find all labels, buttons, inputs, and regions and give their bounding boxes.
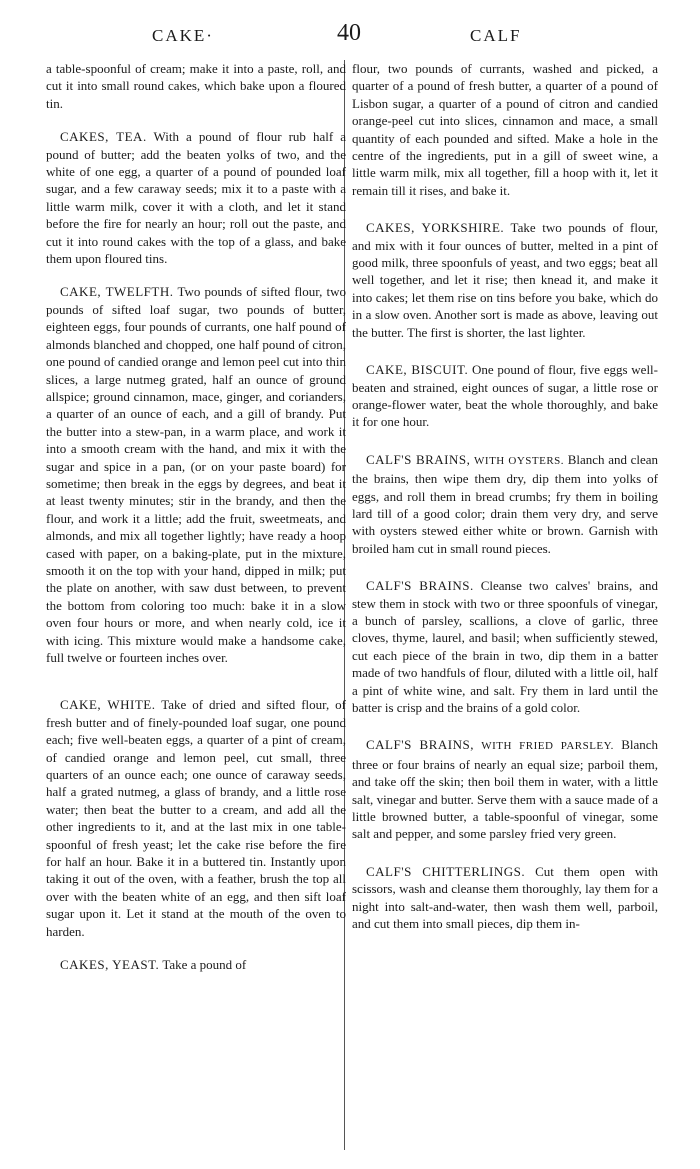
recipe-title: CALF'S BRAINS,: [366, 737, 474, 753]
recipe-body: Take a pound of: [162, 957, 247, 973]
recipe-subtitle: WITH OYSTERS.: [474, 454, 565, 467]
recipe-body: flour, two pounds of currants, washed and picked, a quarter of a pound of fresh butter, a quarter of a pound of Lisbon sugar, a quarter of a pound of citron and candied orange-peel cut into slices, cinnamon and mace, a small quantity of each pounded and sifted. Make a hole in the centre of the ingredients, put in a gill of sweet wine, a little warm milk, mix all together, fill a hoop with it, let it remain till it rises, and bake it.: [352, 61, 658, 198]
recipe-title: CALF'S BRAINS.: [366, 578, 474, 594]
recipe-body: Blanch and clean the brains, then wipe them dry, dip them into yolks of eggs, and roll them in bread crumbs; fry them in boiling lard till of a good color; drain them very dry, and serve with oysters stewed either white or brown. Garnish with broiled ham cut in small round pieces.: [352, 451, 659, 556]
recipe-entry: [46, 956, 346, 973]
recipe-title: CAKES, YEAST.: [60, 957, 160, 973]
recipe-continuation: [352, 60, 658, 199]
recipe-entry: [352, 451, 658, 557]
recipe-title: CALF'S BRAINS,: [366, 451, 471, 467]
recipe-title: CALF'S CHITTERLINGS.: [366, 863, 526, 879]
recipe-body: Blanch three or four brains of nearly an equal size; parboil them, and take off the skin; then boil them in water, with a little salt, vinegar and butter. Serve them with a sauce made of a little browned butter, a table-spoonful of vinegar, some salt and pepper, and some parsley fried very green.: [352, 737, 659, 842]
recipe-entry: [46, 128, 346, 267]
recipe-entry: [352, 577, 658, 716]
recipe-entry: [352, 361, 658, 431]
recipe-entry: [46, 283, 346, 666]
recipe-body: Take of dried and sifted flour, of fresh butter and of finely-pounded loaf sugar, one pound each; five well-beaten eggs, a quarter of a pint of cream, of candied orange and lemon peel, cut small, three quarters of an ounce each; one ounce of caraway seeds, half a grated nutmeg, a glass of brandy, and a little rose water; then beat the butter to a cream, and add all the other ingredients to it, and at the last mix in one table-spoonful of fresh yeast; let the cake rise before the fire for half an hour. Bake it in a buttered tin. Instantly upon taking it out of the oven, with a feather, brush the top all over with the beaten white of an egg, and then sift loaf sugar upon it. Let it stand at the mouth of the oven to harden.: [46, 697, 347, 939]
recipe-subtitle: WITH FRIED PARSLEY.: [481, 740, 614, 753]
recipe-body: One pound of flour, five eggs well-beaten and strained, eight ounces of sugar, a little rose or orange-flower water, beat the whole thoroughly, and bake it for one hour.: [352, 362, 658, 430]
recipe-entry: [352, 863, 658, 933]
recipe-body: Take two pounds of flour, and mix with it four ounces of butter, melted in a pint of good milk, three spoonfuls of yeast, and two eggs; beat all well together, and let it rise; then knead it, and make it into cakes; let them rise on tins before you bake, which do in a slow oven. Another sort is made as above, leaving out the butter. The first is shorter, the last lighter.: [352, 220, 658, 340]
recipe-entry: [352, 736, 658, 842]
recipe-title: CAKE, BISCUIT.: [366, 362, 469, 378]
recipe-title: CAKE, TWELFTH.: [60, 284, 174, 300]
running-header: [0, 18, 700, 54]
recipe-body: Cut them open with scissors, wash and cleanse them thoroughly, lay them for a night into salt-and-water, then wash them well, parboil, and cut them into small pieces, dip them in-: [352, 863, 658, 932]
recipe-title: CAKES, TEA.: [60, 129, 147, 145]
recipe-body: With a pound of flour rub half a pound of butter; add the beaten yolks of two, and the white of one egg, a quarter of a pound of pounded loaf sugar, and a few caraway seeds; mix it to a paste with a little warm milk, cover it with a cloth, and let it stand before the fire for nearly an hour; roll out the paste, and cut it into round cakes with the top of a glass, and bake them upon floured tins.: [46, 129, 346, 267]
header-right-word: CALF: [470, 26, 522, 45]
recipe-body: Two pounds of sifted flour, two pounds of sifted loaf sugar, two pounds of butter, eighteen eggs, four pounds of currants, one half pound of almonds blanched and chopped, one half pound of citron, one pound of candied orange and lemon peel cut into thin slices, a large nutmeg grated, half an ounce of ground allspice; ground cinnamon, mace, ginger, and corianders, a quarter of an ounce of each, and a gill of brandy. Put the butter into a stew-pan, in a warm place, and work it into a smooth cream with the hand, and mix it with the sugar and spice in a pan, (or on your paste board) for sometime; then break in the eggs by degrees, and beat it at least twenty minutes; stir in the brandy, and then the flour, and work it a little; add the fruit, sweetmeats, and almonds, and mix all together lightly; have ready a hoop cased with paper, on a baking-plate, put in the mixture, smooth it on the top with your hand, dipped in milk; put the plate on another, with saw dust between, to prevent the bottom from coloring too much: bake it in a slow oven four hours or more, and when nearly cold, ice it with icing. This mixture would make a handsome cake, full twelve or fourteen inches over.: [46, 284, 346, 665]
recipe-title: CAKE, WHITE.: [60, 697, 156, 713]
recipe-continuation: [46, 60, 346, 112]
page-number: 40: [337, 20, 361, 46]
header-left-word: CAKE·: [152, 26, 214, 45]
recipe-entry: [46, 696, 346, 940]
recipe-title: CAKES, YORKSHIRE.: [366, 220, 505, 236]
recipe-body: a table-spoonful of cream; make it into a paste, roll, and cut it into small round cakes, which bake upon a floured tin.: [46, 61, 346, 111]
recipe-entry: [352, 219, 658, 341]
right-column: [352, 60, 658, 932]
left-column: [46, 60, 346, 974]
recipe-body: Cleanse two calves' brains, and stew them in stock with two or three spoonfuls of vinegar, a bunch of parsley, scallions, a clove of garlic, three cloves, thyme, laurel, and basil; when sufficiently stewed, cut each piece of the brain in two, dip them in a batter made of two handfuls of flour, diluted with a little oil, half a pint of white wine, and salt. Fry them in lard until the batter is crisp and the brains of a gold color.: [352, 578, 658, 715]
